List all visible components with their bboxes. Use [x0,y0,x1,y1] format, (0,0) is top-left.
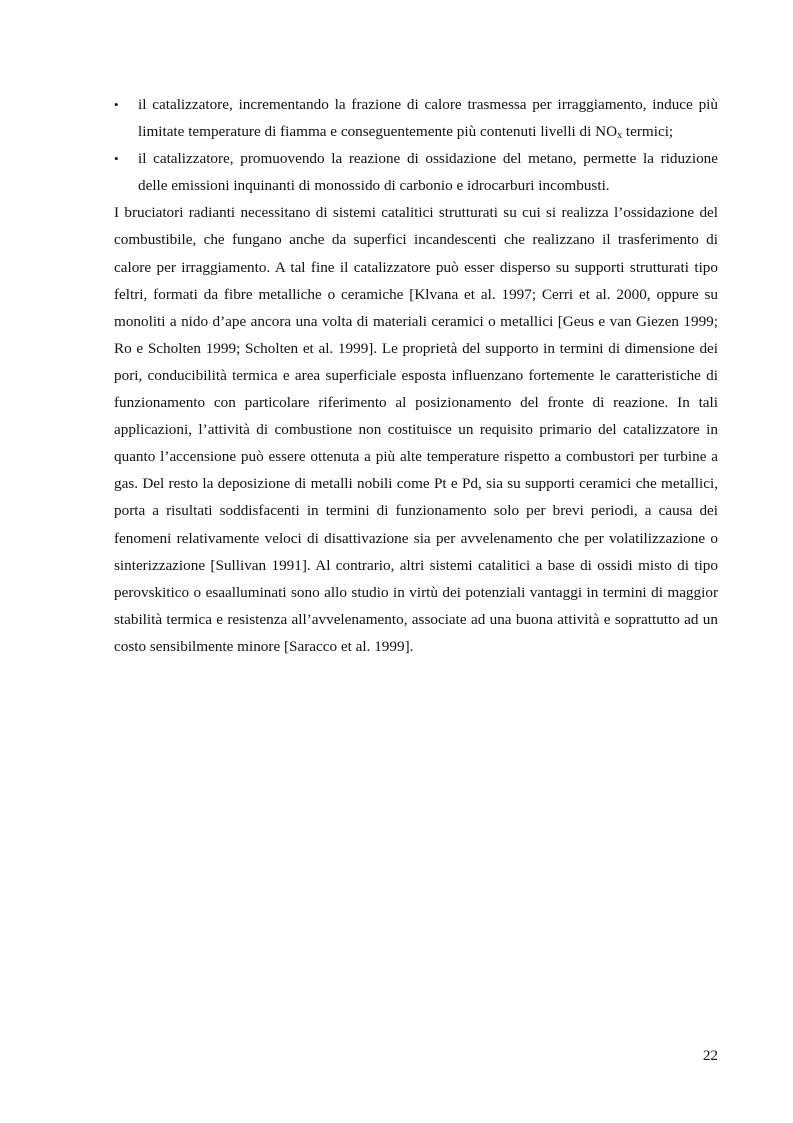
bullet-text-end: termici; [622,123,674,141]
bullet-text: il catalizzatore, promuovendo la reazione di ossidazione del metano, permette la riduzione delle emissioni inquinanti di monossido di carbonio e idrocarburi incombusti. [138,150,718,195]
body-paragraph: I bruciatori radianti necessitano di sistemi catalitici strutturati su cui si realizza l’ossidazione del combustibile, che fungano anche da superfici incandescenti che realizzano il trasferimento di calore per irraggiamento. A tal fine il catalizzatore può esser disperso su supporti strutturati tipo feltri, formati da fibre metalliche o ceramiche [Klvana et al. 1997; Cerri et al. 2000, oppure su monoliti a nido d’ape ancora una volta di materiali ceramici o metallici [Geus e van Giezen 1999; Ro e Scholten 1999; Scholten et al. 1999]. Le proprietà del supporto in termini di dimensione dei pori, conducibilità termica e area superficiale esposta influenzano fortemente le caratteristiche di funzionamento con particolare riferimento al posizionamento del fronte di reazione. In tali applicazioni, l’attività di combustione non costituisce un requisito primario del catalizzatore in quanto l’accensione può essere ottenuta a più alte temperature rispetto a combustori per turbine a gas. Del resto la deposizione di metalli nobili come Pt e Pd, sia su supporti ceramici che metallici, porta a risultati soddisfacenti in termini di funzionamento solo per brevi periodi, a causa dei fenomeni relativamente veloci di disattivazione sia per avvelenamento che per volatilizzazione o sinterizzazione [Sullivan 1991]. Al contrario, altri sistemi catalitici a base di ossidi misto di tipo perovskitico o esaalluminati sono allo studio in virtù dei potenziali vantaggi in termini di maggior stabilità termica e resistenza all’avvelenamento, associate ad una buona attività e soprattutto ad un costo sensibilmente minore [Saracco et al. 1999]. [114,204,718,655]
bullet-icon: • [114,151,119,167]
bullet-item-methane-oxidation [114,145,718,199]
bullet-text: il catalizzatore, incrementando la frazione di calore trasmessa per irraggiamento, induce più limitate temperature di fiamma e conseguentemente più contenuti livelli di NO [138,96,718,141]
page-number: 22 [702,1047,718,1064]
page-content [114,91,718,660]
bullet-icon: • [114,97,119,112]
nox-subscript: x [617,130,623,142]
bullet-item-radiant-heat [114,91,718,145]
bullet-list [114,91,718,199]
